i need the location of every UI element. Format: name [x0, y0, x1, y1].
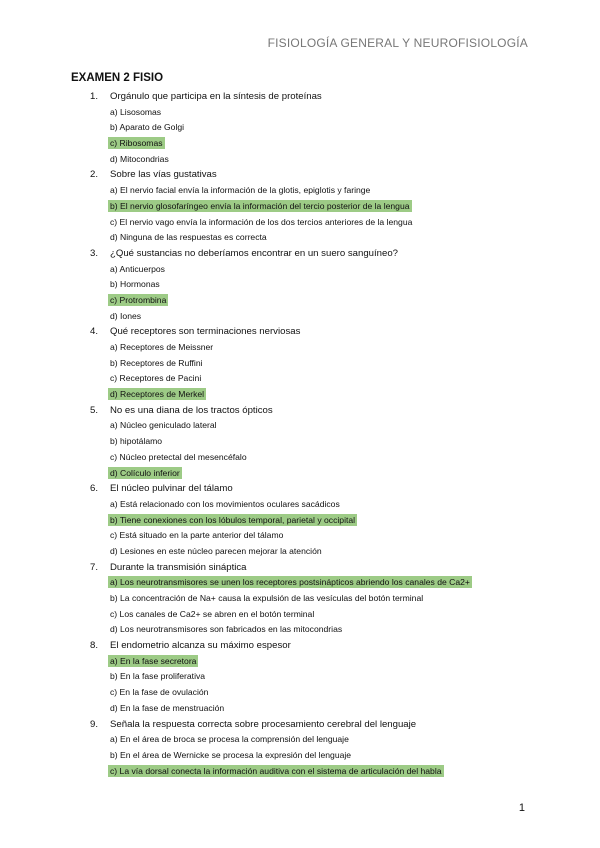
- question-stem: [0, 638, 600, 654]
- answer-option-text: c) Está situado en la parte anterior del tálamo: [110, 530, 284, 541]
- question-text: El núcleo pulvinar del tálamo: [110, 483, 233, 495]
- question-item: [0, 560, 600, 638]
- answer-option: [0, 277, 600, 293]
- answer-option-text: d) Iones: [110, 310, 142, 321]
- answer-option-text: b) Receptores de Ruffini: [110, 357, 203, 368]
- answer-option: [0, 183, 600, 199]
- question-text: Durante la transmisión sináptica: [110, 561, 247, 573]
- answer-option-text: a) En la fase secretora: [110, 655, 197, 666]
- question-text: El endometrio alcanza su máximo espesor: [110, 640, 291, 652]
- answer-option-text: a) Lisosomas: [110, 106, 162, 117]
- answer-option-text: b) Tiene conexiones con los lóbulos temporal, parietal y occipital: [110, 514, 356, 525]
- question-item: [0, 324, 600, 402]
- page-header: FISIOLOGÍA GENERAL Y NEUROFISIOLOGÍA: [267, 36, 528, 50]
- answer-option: [0, 309, 600, 325]
- question-text: No es una diana de los tractos ópticos: [110, 404, 273, 416]
- answer-option-text: a) Receptores de Meissner: [110, 342, 214, 352]
- question-stem: [0, 167, 600, 183]
- question-stem: [0, 324, 600, 340]
- answer-option: [0, 152, 600, 168]
- question-stem: [0, 403, 600, 419]
- question-number: 2.: [90, 169, 99, 181]
- answer-option: [0, 105, 600, 121]
- answer-option-text: c) Núcleo pretectal del mesencéfalo: [110, 451, 247, 462]
- answer-option-text: c) Receptores de Pacini: [110, 373, 202, 384]
- question-text: Sobre las vías gustativas: [110, 169, 217, 181]
- answer-option-text: c) La vía dorsal conecta la información auditiva con el sistema de articulación del habla: [110, 765, 442, 776]
- question-stem: [0, 560, 600, 576]
- answer-option: [0, 622, 600, 638]
- question-number: 9.: [90, 718, 99, 730]
- answer-option: [0, 591, 600, 607]
- answer-option: [0, 434, 600, 450]
- question-number: 1.: [90, 91, 99, 102]
- answer-option-text: a) Está relacionado con los movimientos oculares sacádicos: [110, 498, 340, 509]
- answer-option-text: d) Colículo inferior: [110, 467, 180, 478]
- answer-option-correct: [0, 293, 600, 309]
- answer-option: [0, 701, 600, 717]
- answer-option-text: b) Hormonas: [110, 279, 160, 290]
- question-stem: [0, 246, 600, 262]
- answer-option-correct: [0, 575, 600, 591]
- answer-option: [0, 230, 600, 246]
- question-stem: [0, 481, 600, 497]
- question-text: Orgánulo que participa en la síntesis de proteínas: [110, 91, 322, 102]
- question-item: [0, 717, 600, 780]
- answer-option: [0, 215, 600, 231]
- question-number: 5.: [90, 404, 99, 416]
- question-item: [0, 167, 600, 245]
- question-stem: [0, 89, 600, 105]
- question-number: 4.: [90, 326, 99, 338]
- answer-option-text: b) hipotálamo: [110, 436, 163, 447]
- question-item: [0, 89, 600, 167]
- question-number: 3.: [90, 247, 99, 259]
- page-number: 1: [518, 802, 525, 814]
- answer-option: [0, 371, 600, 387]
- answer-option-text: d) Ninguna de las respuestas es correcta: [110, 232, 267, 243]
- question-number: 6.: [90, 483, 99, 495]
- question-item: [0, 481, 600, 559]
- answer-option: [0, 340, 600, 356]
- answer-option: [0, 685, 600, 701]
- answer-option-correct: [0, 654, 600, 670]
- answer-option-text: d) Mitocondrias: [110, 153, 169, 164]
- answer-option-text: d) En la fase de menstruación: [110, 702, 225, 713]
- question-item: [0, 638, 600, 716]
- answer-option-correct: [0, 199, 600, 215]
- answer-option-text: b) El nervio glosofaríngeo envía la información del tercio posterior de la lengua: [110, 200, 410, 211]
- answer-option-text: c) Protrombina: [110, 294, 167, 305]
- answer-option: [0, 450, 600, 466]
- answer-option-correct: [0, 387, 600, 403]
- answer-option-text: d) Los neurotransmisores son fabricados en las mitocondrias: [110, 624, 343, 635]
- question-text: Qué receptores son terminaciones nerviosas: [110, 326, 301, 338]
- answer-option-text: d) Lesiones en este núcleo parecen mejorar la atención: [110, 545, 322, 556]
- answer-option-correct: [0, 136, 600, 152]
- answer-option: [0, 732, 600, 748]
- answer-option: [0, 528, 600, 544]
- answer-option-text: c) El nervio vago envía la información de los dos tercios anteriores de la lengua: [110, 216, 413, 227]
- answer-option: [0, 669, 600, 685]
- answer-option: [0, 748, 600, 764]
- answer-option-text: b) La concentración de Na+ causa la expulsión de las vesículas del botón terminal: [110, 593, 424, 603]
- question-stem: [0, 717, 600, 733]
- answer-option-text: b) En el área de Wernicke se procesa la expresión del lenguaje: [110, 749, 352, 760]
- answer-option: [0, 607, 600, 623]
- answer-option-text: c) En la fase de ovulación: [110, 687, 209, 698]
- answer-option-text: a) El nervio facial envía la información de la glotis, epiglotis y faringe: [110, 185, 371, 196]
- question-text: Señala la respuesta correcta sobre procesamiento cerebral del lenguaje: [110, 718, 417, 730]
- exam-title: EXAMEN 2 FISIO: [71, 72, 164, 84]
- answer-option-correct: [0, 466, 600, 482]
- answer-option-text: a) Núcleo geniculado lateral: [110, 420, 217, 431]
- question-number: 7.: [90, 561, 99, 573]
- answer-option-text: b) En la fase proliferativa: [110, 671, 206, 682]
- answer-option-text: a) Los neurotransmisores se unen los receptores postsinápticos abriendo los canales de Ca2+: [110, 577, 470, 588]
- answer-option-text: a) Anticuerpos: [110, 263, 165, 274]
- answer-option-text: d) Receptores de Merkel: [110, 389, 205, 400]
- answer-option: [0, 120, 600, 136]
- question-list: [0, 89, 600, 779]
- question-item: [0, 403, 600, 481]
- answer-option: [0, 356, 600, 372]
- answer-option: [0, 262, 600, 278]
- question-item: [0, 246, 600, 324]
- answer-option-correct: [0, 513, 600, 529]
- answer-option-text: a) En el área de broca se procesa la comprensión del lenguaje: [110, 734, 349, 745]
- answer-option: [0, 497, 600, 513]
- answer-option: [0, 418, 600, 434]
- question-number: 8.: [90, 640, 99, 652]
- answer-option-correct: [0, 764, 600, 780]
- answer-option-text: b) Aparato de Golgi: [110, 122, 185, 133]
- question-text: ¿Qué sustancias no deberíamos encontrar en un suero sanguíneo?: [110, 247, 398, 259]
- answer-option-text: c) Ribosomas: [110, 138, 163, 149]
- answer-option-text: c) Los canales de Ca2+ se abren en el botón terminal: [110, 608, 315, 619]
- answer-option: [0, 544, 600, 560]
